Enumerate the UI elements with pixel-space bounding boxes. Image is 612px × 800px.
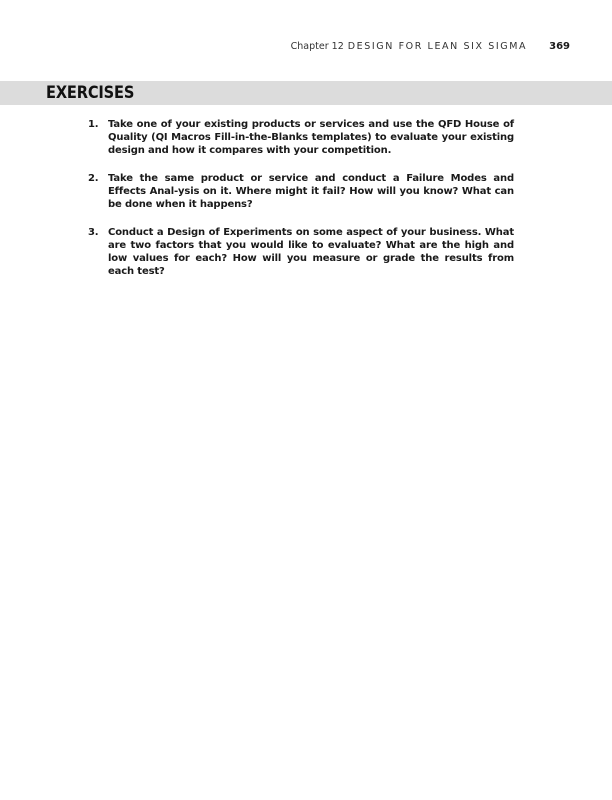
exercise-text: Take the same product or service and conduct a Failure Modes and Effects Anal-ysis on it. Where might it fail? How will you know? What can be done when it happens? <box>108 173 514 210</box>
exercise-number: 1. <box>88 119 99 130</box>
exercise-list <box>88 118 514 293</box>
exercise-item <box>88 118 514 157</box>
chapter-title: DESIGN FOR LEAN SIX SIGMA <box>347 41 528 52</box>
exercise-text: Take one of your existing products or services and use the QFD House of Quality (QI Macros Fill-in-the-Blanks templates) to evaluate your existing design and how it compares with your competition. <box>108 119 514 156</box>
exercise-item <box>88 172 514 211</box>
running-head <box>291 41 570 55</box>
exercise-text: Conduct a Design of Experiments on some aspect of your business. What are two factors that you would like to evaluate? What are the high and low values for each? How will you measure or grade the results from each test? <box>108 227 514 277</box>
section-title: EXERCISES <box>46 83 135 103</box>
exercise-item <box>88 226 514 278</box>
chapter-label: Chapter 12 <box>290 41 344 52</box>
page-number: 369 <box>549 41 570 52</box>
exercise-number: 3. <box>88 227 99 238</box>
exercise-number: 2. <box>88 173 99 184</box>
